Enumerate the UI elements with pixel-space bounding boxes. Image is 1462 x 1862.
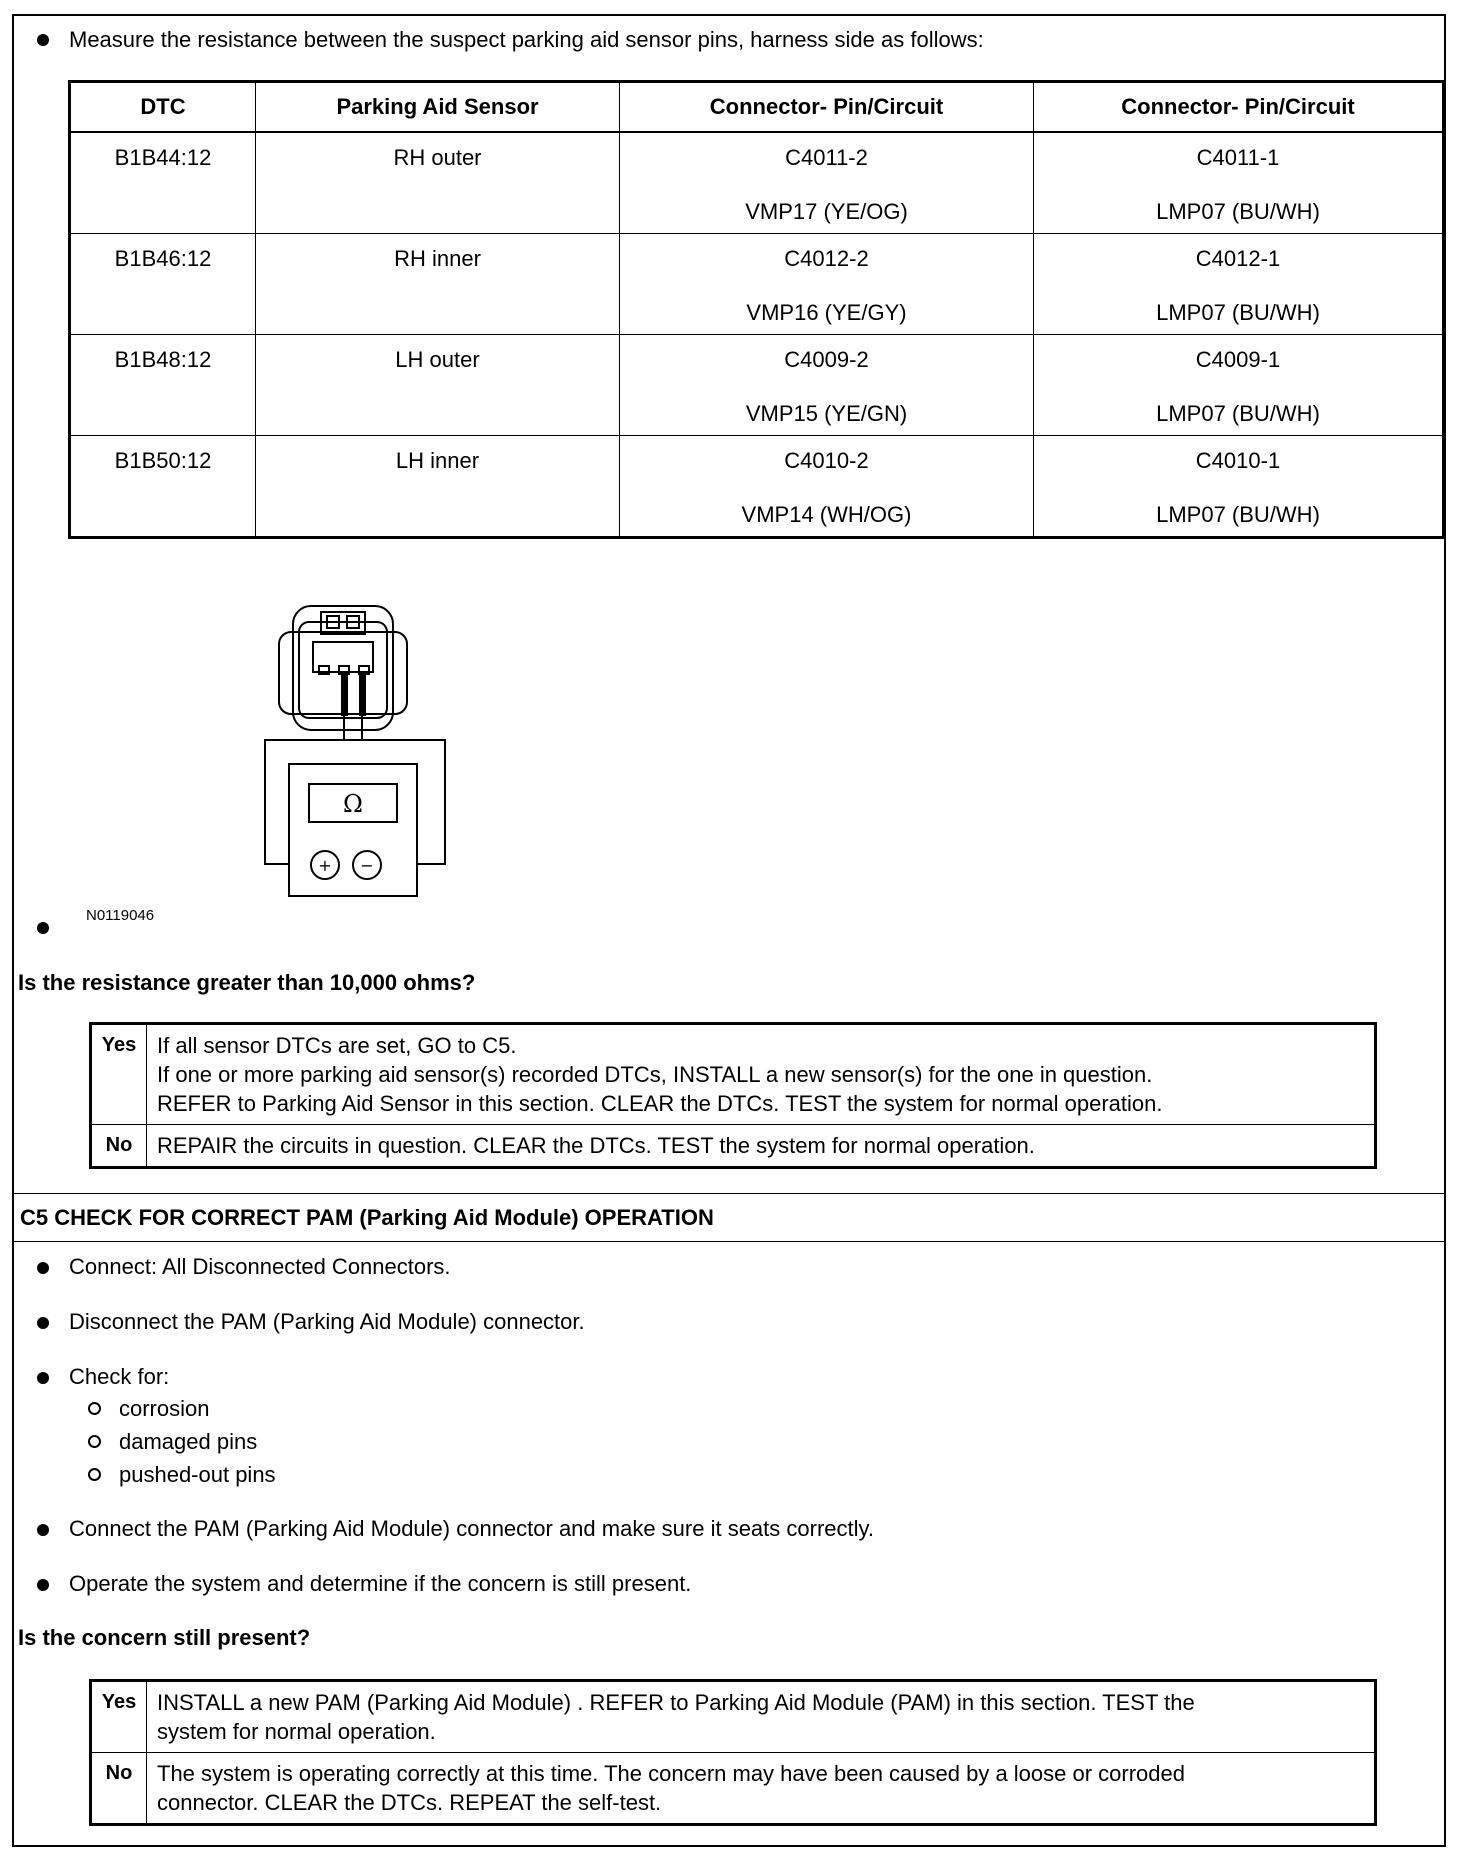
- dtc-table: [68, 80, 1445, 539]
- check-item: corrosion: [119, 1396, 210, 1421]
- answer-yes-row: [91, 1681, 1376, 1753]
- connector-pin: C4010-2: [784, 448, 869, 473]
- bullet: [37, 1262, 49, 1274]
- cell-connector-1: [620, 132, 1034, 234]
- cell-dtc: [70, 132, 256, 234]
- connector-pin: C4012-2: [784, 246, 869, 271]
- yes-text: [147, 1024, 1376, 1125]
- dtc-code: B1B44:12: [114, 145, 212, 170]
- no-text: [147, 1125, 1376, 1168]
- sensor-name: RH outer: [393, 145, 482, 170]
- sub-bullet: [88, 1435, 101, 1448]
- header-sensor: Parking Aid Sensor: [256, 82, 620, 133]
- section-divider: [12, 1193, 1446, 1194]
- cell-connector-1: [620, 436, 1034, 538]
- cell-connector-2: [1034, 436, 1444, 538]
- table-row: [70, 335, 1444, 436]
- no-line: connector. CLEAR the DTCs. REPEAT the self-test.: [157, 1790, 662, 1815]
- step-disconnect-pam: Disconnect the PAM (Parking Aid Module) connector.: [69, 1309, 585, 1334]
- plus-terminal: +: [318, 856, 332, 875]
- bullet: [37, 1317, 49, 1329]
- yes-text: [147, 1681, 1376, 1753]
- check-item: damaged pins: [119, 1429, 258, 1454]
- yes-line: If one or more parking aid sensor(s) recorded DTCs, INSTALL a new sensor(s) for the one in question.: [157, 1062, 1153, 1087]
- dtc-code: B1B50:12: [114, 448, 212, 473]
- cell-connector-2: [1034, 335, 1444, 436]
- circuit: LMP07 (BU/WH): [1156, 502, 1320, 527]
- cell-connector-1: [620, 234, 1034, 335]
- header-connector-1: Connector- Pin/Circuit: [620, 82, 1034, 133]
- step-operate: Operate the system and determine if the concern is still present.: [69, 1571, 692, 1596]
- connector-pin: C4011-1: [1196, 145, 1280, 170]
- circuit: VMP14 (WH/OG): [741, 502, 912, 527]
- ohmmeter-icon: [289, 764, 417, 896]
- answer-no-row: [91, 1125, 1376, 1168]
- answer-no-row: [91, 1753, 1376, 1825]
- cell-sensor: [256, 132, 620, 234]
- header-connector-2: Connector- Pin/Circuit: [1034, 82, 1444, 133]
- sub-bullet: [88, 1402, 101, 1415]
- yes-line: REFER to Parking Aid Sensor in this section. CLEAR the DTCs. TEST the system for normal operation.: [157, 1091, 1163, 1116]
- section-divider: [12, 1241, 1446, 1242]
- ohmmeter-connector-figure: [255, 600, 465, 900]
- circuit: LMP07 (BU/WH): [1156, 300, 1320, 325]
- cell-connector-1: [620, 335, 1034, 436]
- dtc-code: B1B48:12: [114, 347, 212, 372]
- step-connect-all: Connect: All Disconnected Connectors.: [69, 1254, 451, 1279]
- bullet: [37, 1579, 49, 1591]
- yes-line: If all sensor DTCs are set, GO to C5.: [157, 1033, 517, 1058]
- check-item: pushed-out pins: [119, 1462, 276, 1487]
- bullet: [37, 1524, 49, 1536]
- step-check-for: Check for:: [69, 1364, 170, 1389]
- yes-label: Yes: [91, 1681, 147, 1753]
- connector-pin: C4011-2: [785, 145, 868, 170]
- omega-symbol: Ω: [343, 790, 363, 818]
- connector-pin: C4010-1: [1195, 448, 1281, 473]
- bullet: [37, 34, 49, 46]
- circuit: LMP07 (BU/WH): [1156, 199, 1320, 224]
- question-concern: Is the concern still present?: [18, 1625, 311, 1650]
- connector-pin: C4012-1: [1195, 246, 1281, 271]
- sensor-name: RH inner: [394, 246, 481, 271]
- connector-pin: C4009-2: [784, 347, 869, 372]
- answer-table-2: [89, 1679, 1377, 1826]
- cell-dtc: [70, 436, 256, 538]
- sub-bullet: [88, 1468, 101, 1481]
- circuit: VMP15 (YE/GN): [745, 401, 908, 426]
- no-label: No: [91, 1753, 147, 1825]
- cell-connector-2: [1034, 132, 1444, 234]
- sensor-name: LH outer: [395, 347, 480, 372]
- cell-dtc: [70, 335, 256, 436]
- yes-label: Yes: [91, 1024, 147, 1125]
- cell-sensor: [256, 436, 620, 538]
- circuit: LMP07 (BU/WH): [1156, 401, 1320, 426]
- no-text: [147, 1753, 1376, 1825]
- table-header-row: [70, 82, 1444, 133]
- no-line: REPAIR the circuits in question. CLEAR the DTCs. TEST the system for normal operation.: [157, 1133, 1035, 1158]
- yes-line: INSTALL a new PAM (Parking Aid Module) . REFER to Parking Aid Module (PAM) in this section. TEST the: [157, 1690, 1195, 1715]
- cell-sensor: [256, 234, 620, 335]
- answer-table-1: [89, 1022, 1377, 1169]
- step-connect-pam: Connect the PAM (Parking Aid Module) connector and make sure it seats correctly.: [69, 1516, 874, 1541]
- circuit: VMP17 (YE/OG): [745, 199, 908, 224]
- dtc-code: B1B46:12: [114, 246, 212, 271]
- bullet: [37, 1372, 49, 1384]
- minus-terminal: −: [360, 856, 374, 875]
- table-row: [70, 132, 1444, 234]
- sensor-name: LH inner: [395, 448, 480, 473]
- connector-pin: C4009-1: [1195, 347, 1281, 372]
- header-dtc: DTC: [70, 82, 256, 133]
- cell-dtc: [70, 234, 256, 335]
- measure-step: Measure the resistance between the suspect parking aid sensor pins, harness side as follows:: [69, 27, 984, 52]
- question-resistance: Is the resistance greater than 10,000 ohms?: [18, 970, 476, 995]
- answer-yes-row: [91, 1024, 1376, 1125]
- cell-sensor: [256, 335, 620, 436]
- bullet: [37, 922, 49, 934]
- table-row: [70, 234, 1444, 335]
- c5-section-title: C5 CHECK FOR CORRECT PAM (Parking Aid Module) OPERATION: [20, 1205, 714, 1230]
- yes-line: system for normal operation.: [157, 1719, 436, 1744]
- table-row: [70, 436, 1444, 538]
- no-label: No: [91, 1125, 147, 1168]
- circuit: VMP16 (YE/GY): [746, 300, 907, 325]
- figure-id: N0119046: [86, 907, 155, 924]
- no-line: The system is operating correctly at this time. The concern may have been caused by a loose or corroded: [157, 1761, 1185, 1786]
- cell-connector-2: [1034, 234, 1444, 335]
